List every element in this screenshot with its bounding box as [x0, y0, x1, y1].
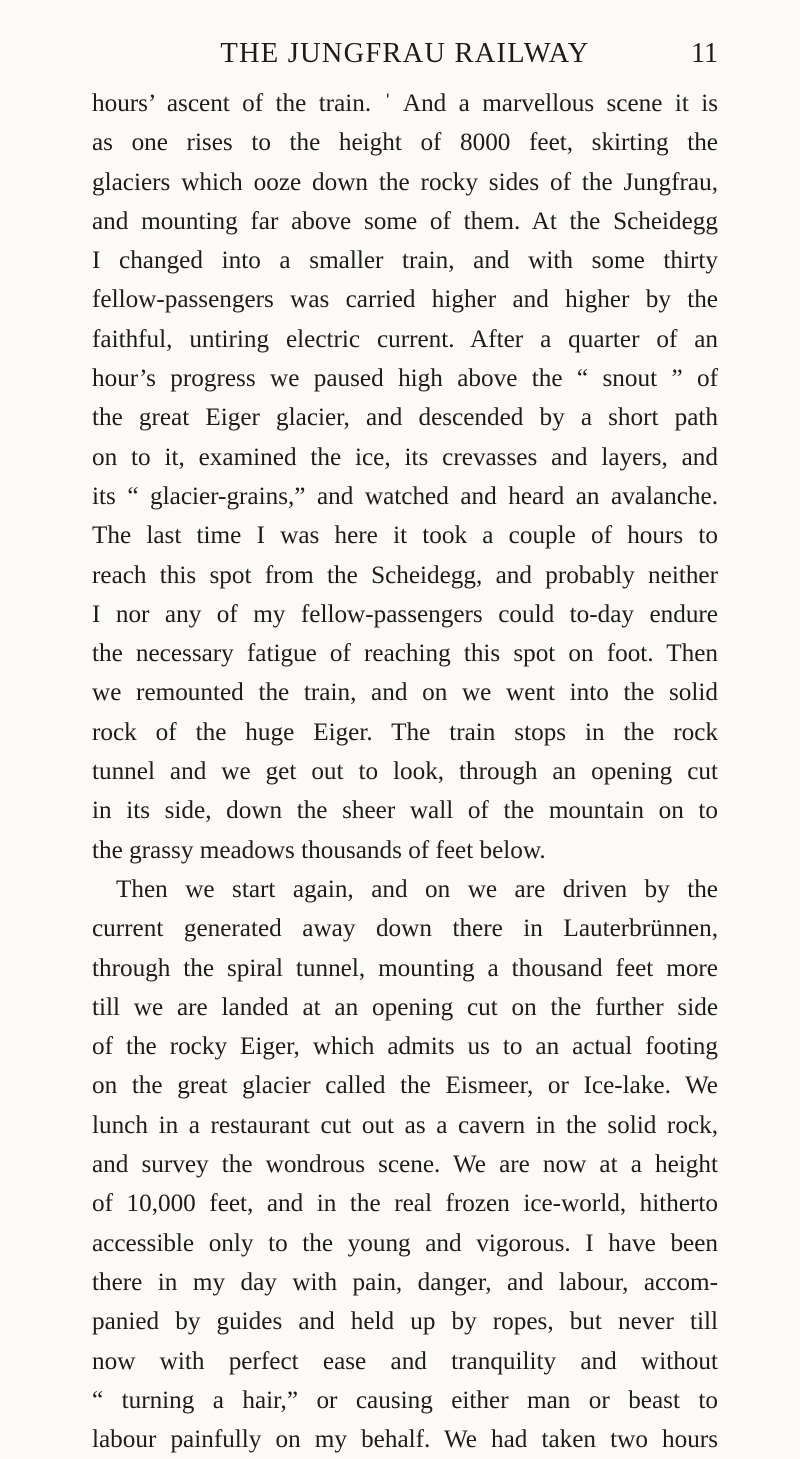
text-line: panied by guides and held up by ropes, but never till	[92, 1308, 718, 1336]
running-head	[92, 36, 718, 76]
text-line: we remounted the train, and on we went into the solid	[92, 679, 718, 707]
running-title: THE JUNGFRAU RAILWAY	[220, 38, 590, 69]
text-line: on to it, examined the ice, its crevasses and layers, and	[92, 443, 718, 471]
text-line: I changed into a smaller train, and with some thirty	[92, 247, 718, 275]
text-line: and mounting far above some of them. At the Scheidegg	[92, 207, 718, 235]
text-line: as one rises to the height of 8000 feet, skirting the	[92, 129, 718, 157]
text-line: reach this spot from the Scheidegg, and probably neither	[92, 561, 718, 589]
text-line: through the spiral tunnel, mounting a thousand feet more	[92, 954, 718, 982]
text-line: and survey the wondrous scene. We are now at a height	[92, 1151, 718, 1179]
text-line: tunnel and we get out to look, through an opening cut	[92, 758, 718, 786]
text-line: the great Eiger glacier, and descended by a short path	[92, 404, 718, 432]
text-line: the necessary fatigue of reaching this spot on foot. Then	[92, 640, 718, 668]
text-line: of 10,000 feet, and in the real frozen ice-world, hitherto	[92, 1190, 718, 1218]
text-line: fellow-passengers was carried higher and higher by the	[92, 286, 718, 314]
text-line-paragraph-end: the grassy meadows thousands of feet below.	[92, 836, 546, 864]
text-line: glaciers which ooze down the rocky sides of the Jungfrau,	[92, 168, 718, 196]
text-line: in its side, down the sheer wall of the mountain on to	[92, 797, 718, 825]
text-line: rock of the huge Eiger. The train stops in the rock	[92, 718, 718, 746]
text-line: till we are landed at an opening cut on the further side	[92, 993, 718, 1021]
page-number: 11	[691, 38, 718, 69]
text-line: I nor any of my fellow-passengers could to-day endure	[92, 600, 718, 628]
text-line: labour painfully on my behalf. We had taken two hours	[92, 1426, 718, 1454]
text-line: on the great glacier called the Eismeer, or Ice-lake. We	[92, 1072, 718, 1100]
text-line: faithful, untiring electric current. After a quarter of an	[92, 325, 718, 353]
text-line: The last time I was here it took a couple of hours to	[92, 522, 718, 550]
text-line: its “ glacier-grains,” and watched and heard an avalanche.	[92, 482, 718, 510]
text-line: lunch in a restaurant cut out as a cavern in the solid rock,	[92, 1111, 718, 1139]
text-line: “ turning a hair,” or causing either man or beast to	[92, 1386, 718, 1414]
text-line: of the rocky Eiger, which admits us to an actual footing	[92, 1033, 718, 1061]
text-line: hour’s progress we paused high above the “ snout ” of	[92, 365, 718, 393]
text-line: accessible only to the young and vigorous. I have been	[92, 1229, 718, 1257]
text-line: now with perfect ease and tranquility and without	[92, 1347, 718, 1375]
body-text	[92, 84, 718, 1459]
text-line: hours’ ascent of the train. ˈ And a marvellous scene it is	[92, 90, 718, 117]
text-line: there in my day with pain, danger, and labour, accom-	[92, 1268, 718, 1296]
text-line-paragraph-start: Then we start again, and on we are driven by the	[116, 875, 718, 903]
text-line: current generated away down there in Lauterbrünnen,	[92, 915, 718, 943]
